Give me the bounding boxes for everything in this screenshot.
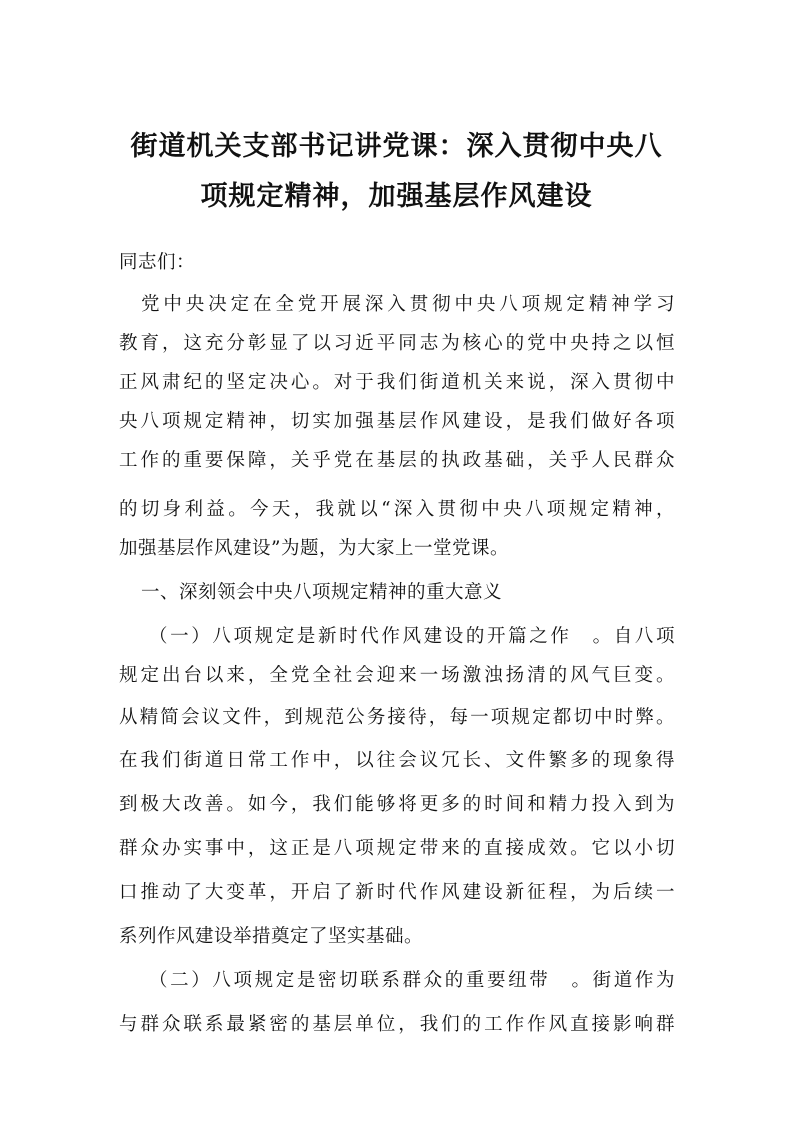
subsection-line: （二）八项规定是密切联系群众的重要纽带 。街道作为 bbox=[149, 970, 675, 991]
title-line-1: 街道机关支部书记讲党课：深入贯彻中央八 bbox=[130, 131, 663, 162]
paragraph-line: 加强基层作风建设”为题，为大家上一堂党课。 bbox=[119, 538, 509, 559]
paragraph-line: 口推动了大变革，开启了新时代作风建设新征程，为后续一 bbox=[119, 882, 675, 903]
paragraph-line: 教育，这充分彰显了以习近平同志为核心的党中央持之以恒 bbox=[119, 333, 675, 354]
paragraph-line: 正风肃纪的坚定决心。对于我们街道机关来说，深入贯彻中 bbox=[119, 372, 675, 393]
paragraph-line: 工作的重要保障，关乎党在基层的执政基础，关乎人民群众 bbox=[119, 450, 675, 471]
title-line-2: 项规定精神，加强基层作风建设 bbox=[200, 181, 593, 212]
section-heading: 一、深刻领会中央八项规定精神的重大意义 bbox=[141, 582, 503, 603]
paragraph-line: 系列作风建设举措奠定了坚实基础。 bbox=[119, 926, 424, 947]
paragraph-line: 到极大改善。如今，我们能够将更多的时间和精力投入到为 bbox=[119, 794, 675, 815]
paragraph-line: 与群众联系最紧密的基层单位，我们的工作作风直接影响群 bbox=[119, 1014, 675, 1035]
document-title bbox=[100, 122, 693, 222]
paragraph-line: 在我们街道日常工作中，以往会议冗长、文件繁多的现象得 bbox=[119, 750, 675, 771]
paragraph-line: 的切身利益。今天，我就以“深入贯彻中央八项规定精神， bbox=[119, 499, 675, 520]
paragraph-line: 群众办实事中，这正是八项规定带来的直接成效。它以小切 bbox=[119, 838, 675, 859]
subsection-line: （一）八项规定是新时代作风建设的开篇之作 。自八项 bbox=[149, 626, 675, 647]
paragraph-line: 从精简会议文件，到规范公务接待，每一项规定都切中时弊。 bbox=[119, 707, 675, 728]
salutation: 同志们： bbox=[119, 252, 196, 273]
paragraph-line: 规定出台以来，全党全社会迎来一场激浊扬清的风气巨变。 bbox=[119, 665, 675, 686]
paragraph-line: 央八项规定精神，切实加强基层作风建设，是我们做好各项 bbox=[119, 411, 675, 432]
paragraph-line: 党中央决定在全党开展深入贯彻中央八项规定精神学习 bbox=[141, 294, 675, 315]
